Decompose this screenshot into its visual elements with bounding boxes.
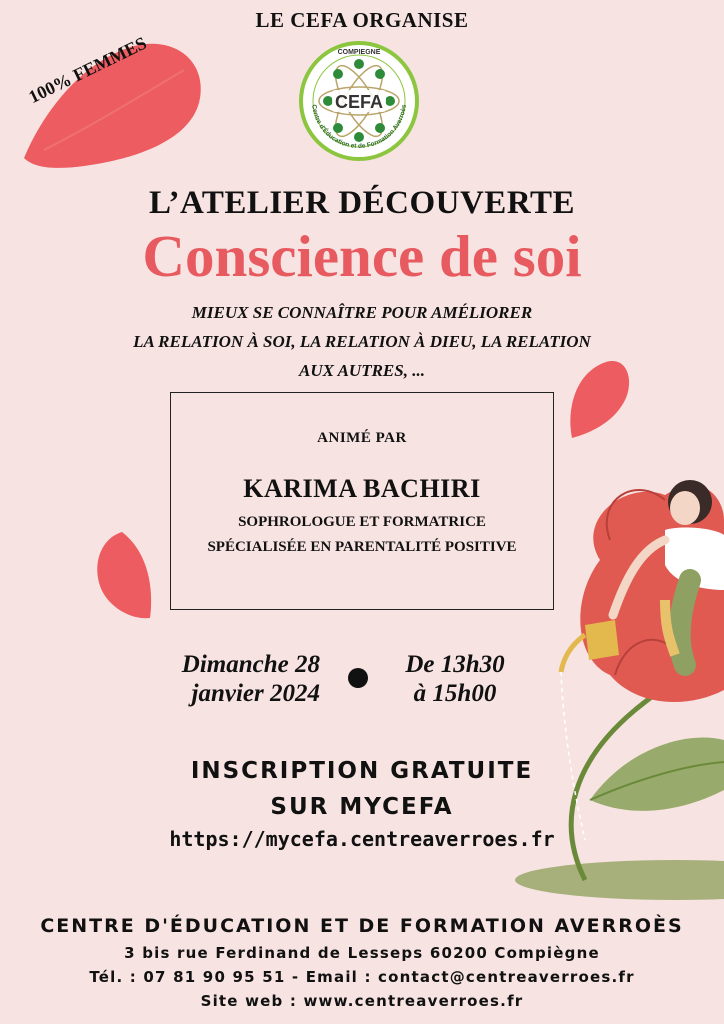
- registration-line-1: INSCRIPTION GRATUITE: [190, 758, 534, 784]
- decorative-petal-right: [566, 358, 632, 440]
- event-time: [385, 650, 525, 708]
- woman-in-flower-illustration: [515, 440, 724, 900]
- date-line-2: janvier 2024: [191, 680, 320, 707]
- footer-organization: CENTRE D'ÉDUCATION ET DE FORMATION AVERROÈS: [40, 915, 684, 937]
- organizer-line: LE CEFA ORGANISE: [255, 8, 469, 32]
- separator-dot: [348, 668, 368, 688]
- time-line-2: à 15h00: [413, 680, 497, 707]
- speaker-intro: ANIMÉ PAR: [317, 430, 407, 446]
- event-title: Conscience de soi: [142, 223, 582, 289]
- logo-acronym: CEFA: [334, 92, 384, 112]
- subtitle-line-3: AUX AUTRES, ...: [299, 361, 425, 380]
- time-line-1: De 13h30: [405, 651, 505, 678]
- footer-address: 3 bis rue Ferdinand de Lesseps 60200 Compiègne: [124, 944, 600, 962]
- footer-website: Site web : www.centreaverroes.fr: [200, 992, 524, 1010]
- box-border-top: [170, 392, 554, 393]
- footer-contact: Tél. : 07 81 90 95 51 - Email : contact@centreaverroes.fr: [89, 968, 635, 986]
- cefa-logo: [298, 40, 420, 162]
- event-date: [130, 650, 320, 708]
- box-border-bottom: [170, 609, 554, 610]
- subtitle-line-2: LA RELATION À SOI, LA RELATION À DIEU, LA RELATION: [133, 332, 591, 351]
- subtitle-line-1: MIEUX SE CONNAÎTRE POUR AMÉLIORER: [191, 303, 533, 322]
- registration-url[interactable]: https://mycefa.centreaverroes.fr: [169, 827, 555, 851]
- logo-city: COMPIEGNE: [337, 49, 381, 56]
- logo-ring-text: Centre d'Éducation et de Formation Averroès: [310, 104, 408, 151]
- event-kicker: L’ATELIER DÉCOUVERTE: [148, 185, 576, 221]
- speaker-role-line-2: SPÉCIALISÉE EN PARENTALITÉ POSITIVE: [207, 539, 517, 555]
- decorative-petal-left: [92, 528, 156, 622]
- date-line-1: Dimanche 28: [181, 651, 320, 678]
- speaker-role-line-1: SOPHROLOGUE ET FORMATRICE: [238, 514, 486, 530]
- women-only-badge: 100% FEMMES: [25, 32, 150, 108]
- registration-line-2: SUR MYCEFA: [270, 794, 454, 820]
- speaker-name: KARIMA BACHIRI: [243, 474, 481, 503]
